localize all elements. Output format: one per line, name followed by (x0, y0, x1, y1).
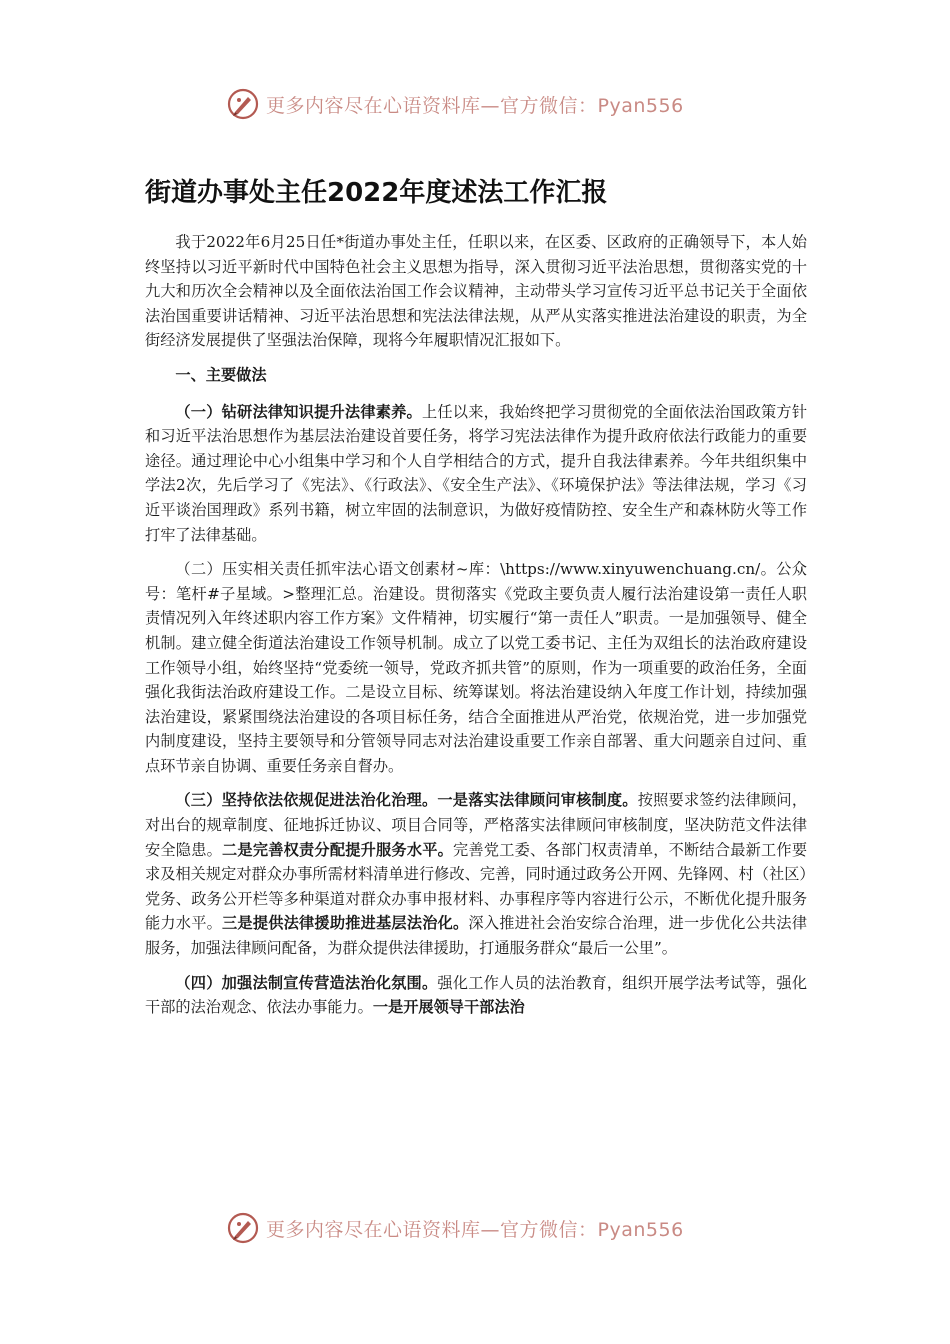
paragraph-3-lead: （三）坚持依法依规促进法治化治理。一是落实法律顾问审核制度。 (175, 791, 638, 810)
document-body (145, 230, 807, 1030)
paragraph-4-lead-2: 一是开展领导干部法治 (372, 998, 525, 1017)
banner-text: 更多内容尽在心语资料库—官方微信：Pyan556 (266, 94, 684, 117)
paragraph-1-lead: （一）钻研法律知识提升法律素养。 (175, 402, 422, 421)
paragraph-3-body-1: 按照要求签约法律顾问，对出台的规章制度、征地拆迁协议、项目合同等，严格落实法律顾问审核制度，坚决防范文件法律安全隐患。 (145, 791, 808, 859)
paragraph-4-body: 强化工作人员的法治教育，组织开展学法考试等，强化干部的法治观念、依法办事能力。 (145, 973, 807, 1017)
paragraph-1 (145, 400, 807, 548)
pen-logo-icon (226, 1211, 260, 1245)
paragraph-4 (145, 971, 807, 1020)
pen-logo-icon (226, 87, 260, 121)
intro-paragraph: 我于2022年6月25日任*街道办事处主任，任职以来，在区委、区政府的正确领导下，本人始终坚持以习近平新时代中国特色社会主义思想为指导，深入贯彻习近平法治思想，贯彻落实党的十九大和历次全会精神以及全面依法治国工作会议精神，主动带头学习宣传习近平总书记关于全面依法治国重要讲话精神、习近平法治思想和宪法法律法规，从严从实落实推进法治建设的职责，为全街经济发展提供了坚强法治保障，现将今年履职情况汇报如下。 (145, 233, 807, 350)
paragraph-4-lead: （四）加强法制宣传营造法治化氛围。 (175, 973, 438, 992)
paragraph-3 (145, 788, 807, 960)
section-heading: 一、主要做法 (175, 365, 267, 384)
paragraph-3-lead-2: 二是完善权责分配提升服务水平。 (222, 840, 454, 859)
document-title: 街道办事处主任2022年度述法工作汇报 (145, 178, 608, 208)
paragraph-1-body: 上任以来，我始终把学习贯彻党的全面依法治国政策方针和习近平法治思想作为基层法治建设首要任务，将学习宪法法律作为提升政府依法行政能力的重要途径。通过理论中心小组集中学习和个人自学相结合的方式，提升自我法律素养。今年共组织集中学法2次，先后学习了《宪法》、《行政法》、《安全生产法》、《环境保护法》等法律法规，学习《习近平谈治国理政》系列书籍，树立牢固的法制意识，为做好疫情防控、安全生产和森林防火等工作打牢了法律基础。 (145, 402, 808, 544)
paragraph-3-body-3: 深入推进社会治安综合治理，进一步优化公共法律服务，加强法律顾问配备，为群众提供法律援助，打通服务群众“最后一公里”。 (145, 914, 808, 958)
footer-banner (226, 1208, 726, 1248)
header-banner (226, 84, 726, 124)
paragraph-3-body-2: 完善党工委、各部门权责清单，不断结合最新工作要求及相关规定对群众办事所需材料清单进行修改、完善，同时通过政务公开网、先锋网、村（社区）党务、政务公开栏等多种渠道对群众办事申报材料、办事程序等内容进行公示，不断优化提升服务能力水平。 (145, 840, 808, 933)
paragraph-2: （二）压实相关责任抓牢法心语文创素材~库：\https://www.xinyuwenchuang.cn/。公众号：笔杆#子星域。>整理汇总。治建设。贯彻落实《党政主要负责人履行法治建设第一责任人职责情况列入年终述职内容工作方案》文件精神，切实履行“第一责任人”职责。一是加强领导、健全机制。建立健全街道法治建设工作领导机制。成立了以党工委书记、主任为双组长的法治政府建设工作领导小组，始终坚持“党委统一领导，党政齐抓共管”的原则，作为一项重要的政治任务，全面强化我街法治政府建设工作。二是设立目标、统筹谋划。将法治建设纳入年度工作计划，持续加强法治建设，紧紧围绕法治建设的各项目标任务，结合全面推进从严治党，依规治党，进一步加强党内制度建设，坚持主要领导和分管领导同志对法治建设重要工作亲自部署、重大问题亲自过问、重点环节亲自协调、重要任务亲自督办。 (145, 560, 807, 775)
banner-text: 更多内容尽在心语资料库—官方微信：Pyan556 (266, 1218, 684, 1241)
paragraph-3-lead-3: 三是提供法律援助推进基层法治化。 (222, 914, 469, 933)
